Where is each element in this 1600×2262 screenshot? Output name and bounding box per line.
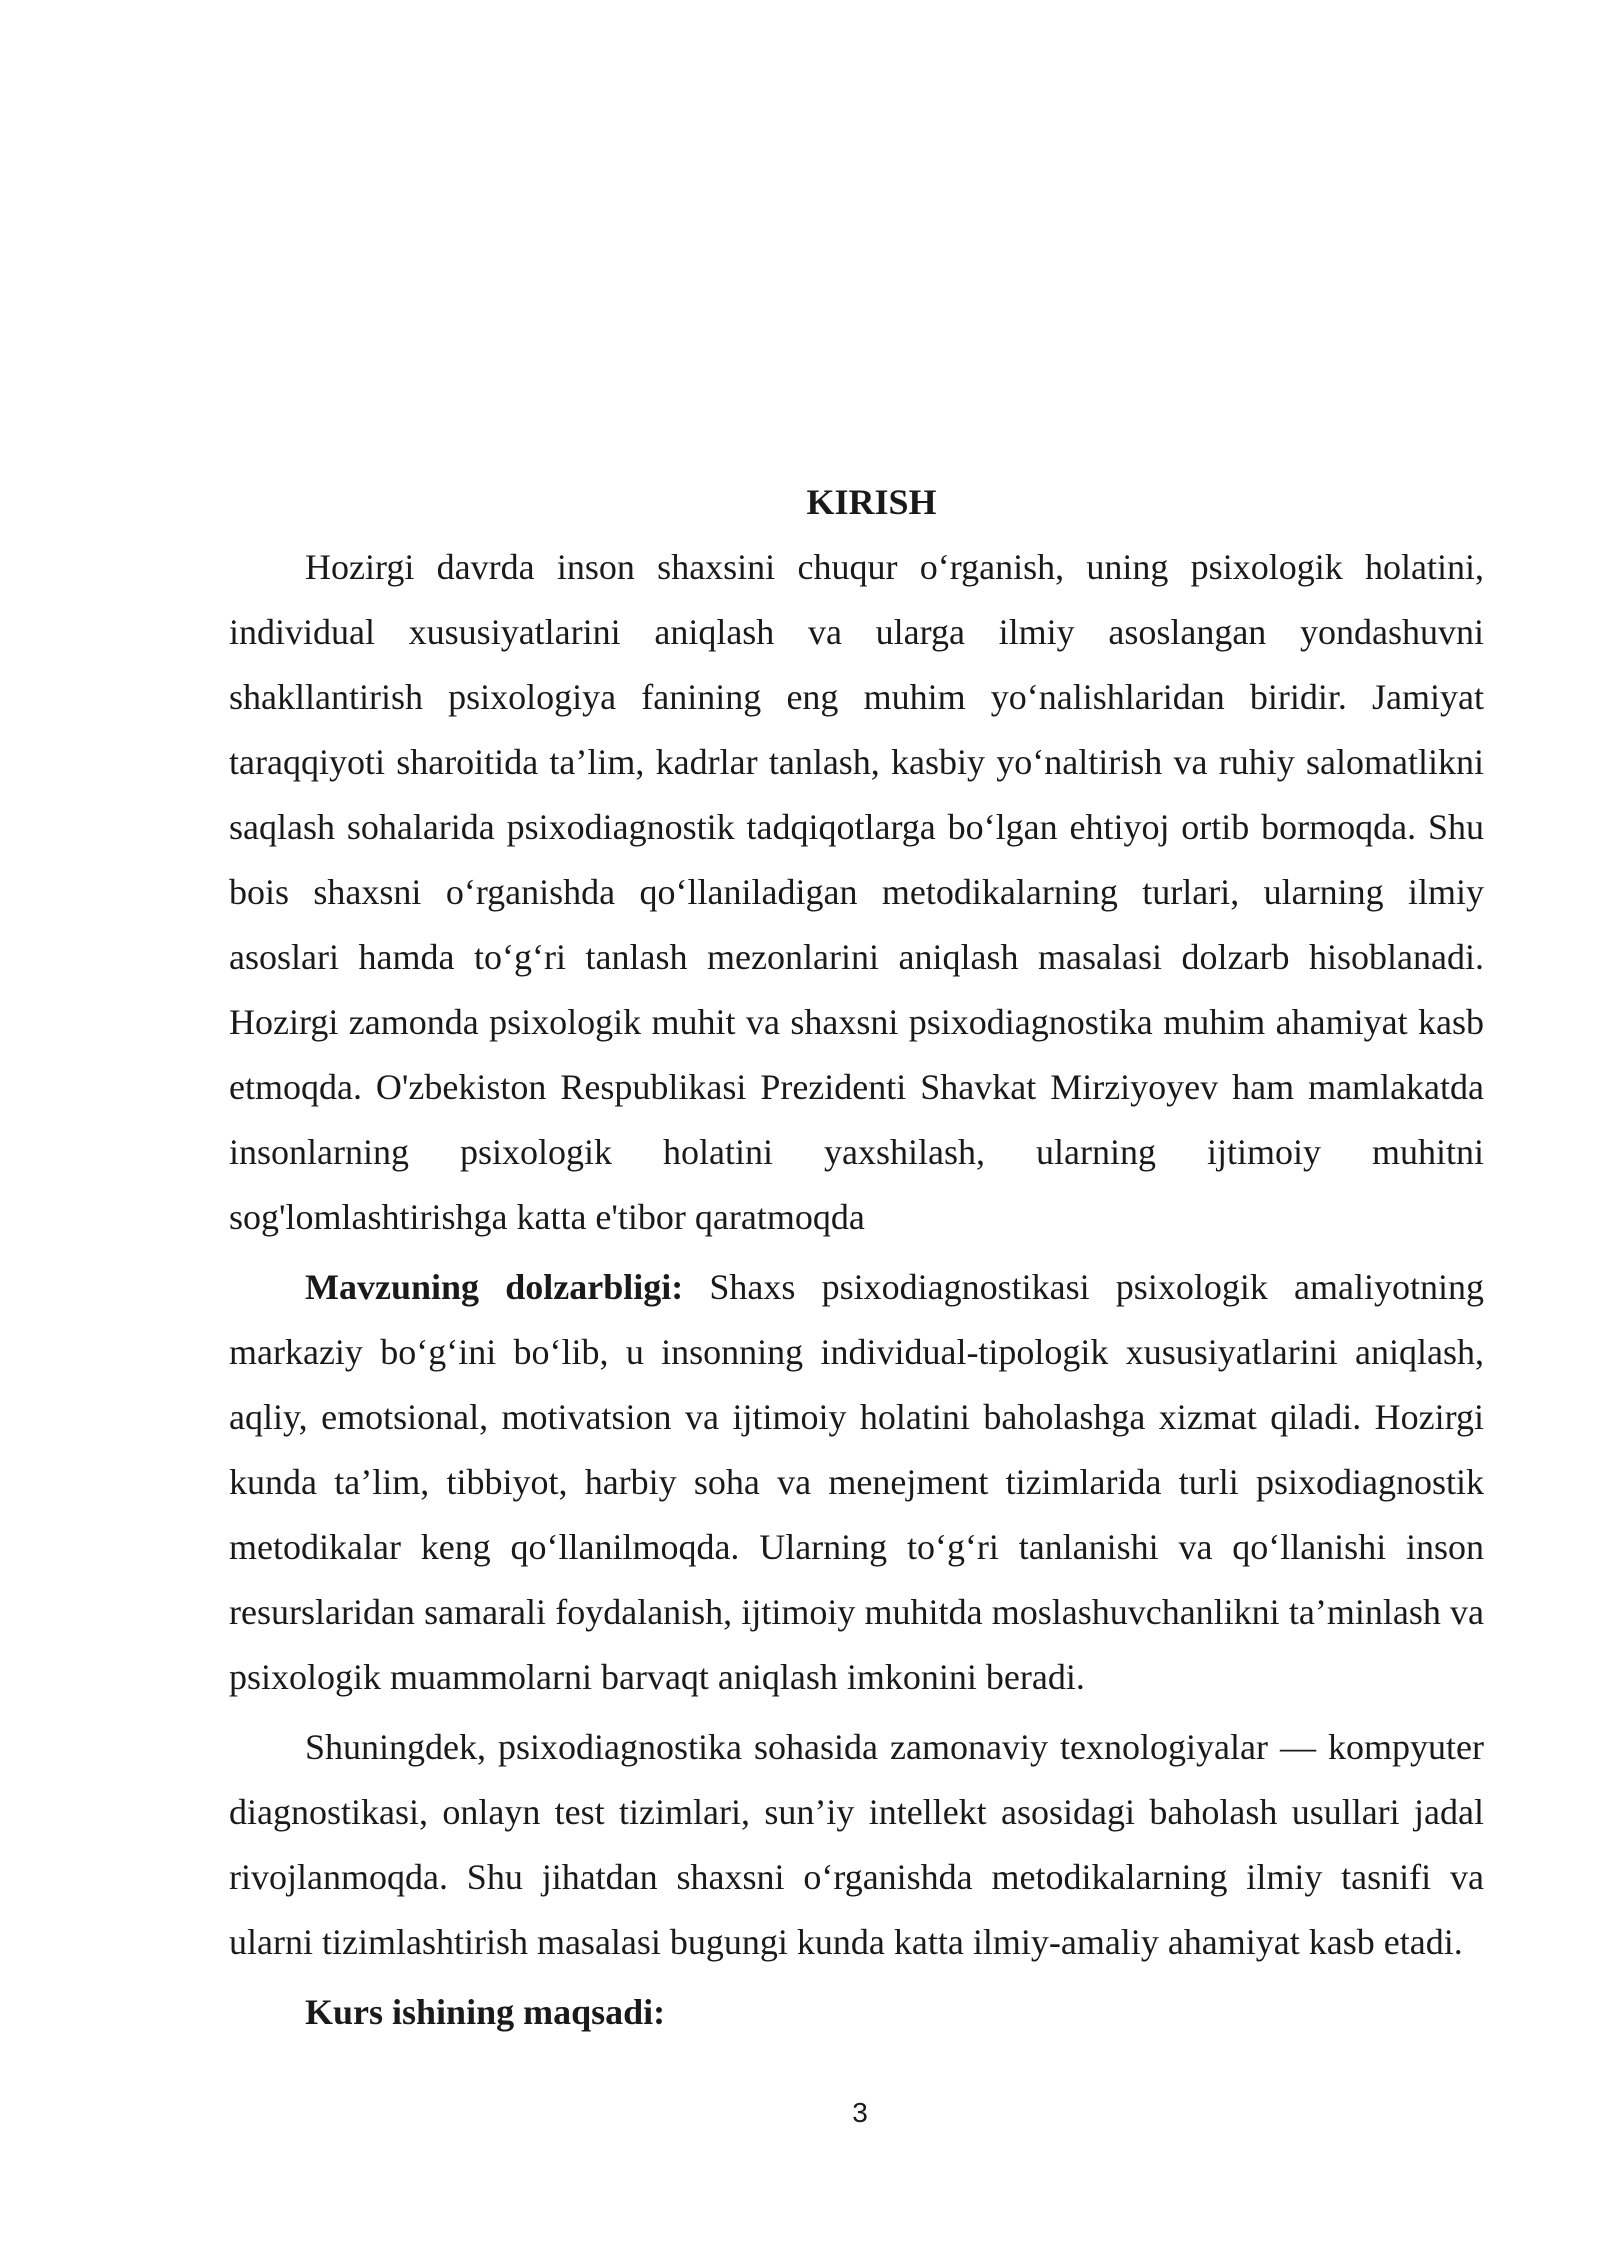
page-number-footer (0, 2093, 1600, 2133)
page-title: KIRISH (806, 482, 937, 522)
paragraph-relevance (229, 1255, 1484, 1710)
paragraph-text: Shuningdek, psixodiagnostika sohasida zamonaviy texnologiyalar — kompyuter diagnostikasi, onlayn test tizimlari, sun’iy intellekt asosidagi baholash usullari jadal rivojlanmoqda. Shu jihatdan shaxsni o‘rganishda metodikalarning ilmiy tasnifi va ularni tizimlashtirish masalasi bugungi kunda katta ilmiy-amaliy ahamiyat kasb etadi. (229, 1727, 1484, 1962)
page-number: 3 (852, 2097, 868, 2128)
paragraph-text: Shaxs psixodiagnostikasi psixologik amaliyotning markaziy bo‘g‘ini bo‘lib, u insonning individual-tipologik xususiyatlarini aniqlash, aqliy, emotsional, motivatsion va ijtimoiy holatini baholashga xizmat qiladi. Hozirgi kunda ta’lim, tibbiyot, harbiy soha va menejment tizimlarida turli psixodiagnostik metodikalar keng qo‘llanilmoqda. Ularning to‘g‘ri tanlanishi va qo‘llanishi inson resurslaridan samarali foydalanish, ijtimoiy muhitda moslashuvchanlikni ta’minlash va psixologik muammolarni barvaqt aniqlash imkonini beradi. (229, 1267, 1484, 1697)
page-content (229, 470, 1484, 2045)
paragraph-technologies (229, 1715, 1484, 1975)
paragraph-text: Hozirgi davrda inson shaxsini chuqur o‘rganish, uning psixologik holatini, individual xususiyatlarini aniqlash va ularga ilmiy asoslangan yondashuvni shakllantirish psixologiya fanining eng muhim yo‘nalishlaridan biridir. Jamiyat taraqqiyoti sharoitida ta’lim, kadrlar tanlash, kasbiy yo‘naltirish va ruhiy salomatlikni saqlash sohalarida psixodiagnostik tadqiqotlarga bo‘lgan ehtiyoj ortib bormoqda. Shu bois shaxsni o‘rganishda qo‘llaniladigan metodikalarning turlari, ularning ilmiy asoslari hamda to‘g‘ri tanlash mezonlarini aniqlash masalasi dolzarb hisoblanadi. Hozirgi zamonda psixologik muhit va shaxsni psixodiagnostika muhim ahamiyat kasb etmoqda. O'zbekiston Respublikasi Prezidenti Shavkat Mirziyoyev ham mamlakatda insonlarning psixologik holatini yaxshilash, ularning ijtimoiy muhitni sog'lomlashtirishga katta e'tibor qaratmoqda (229, 547, 1484, 1237)
section-heading-goal: Kurs ishining maqsadi: (305, 1992, 666, 2032)
paragraph-introduction (229, 535, 1484, 1250)
paragraph-lead: Mavzuning dolzarbligi: (305, 1267, 684, 1307)
